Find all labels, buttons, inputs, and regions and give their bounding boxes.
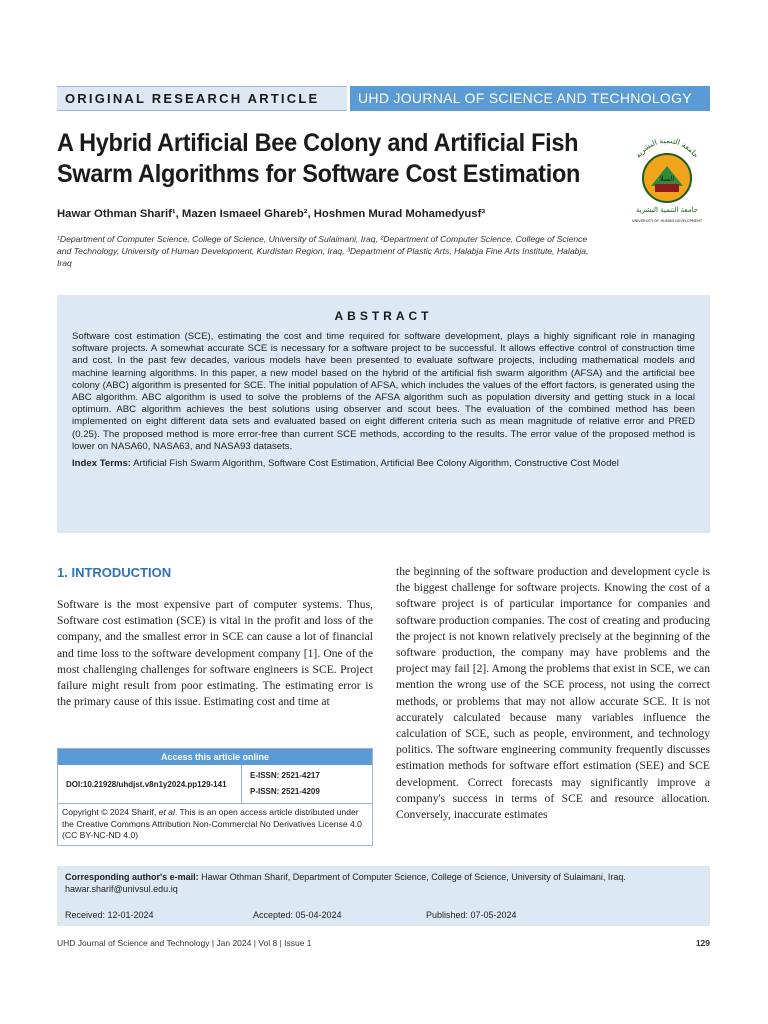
corresponding-author — [65, 871, 702, 895]
received-date: Received: 12-01-2024 — [65, 910, 154, 920]
copyright-notice — [58, 804, 372, 845]
page-number: 129 — [695, 938, 710, 948]
abstract-text: Software cost estimation (SCE), estimating the cost and time required for software development, plays a highly significant role in managing software projects. A somewhat accurate SCE is necessary for a software project to be successful. It allows effective control of construction time and cost. In the past few decades, various models have been presented to evaluate software projects, including mathematical models and machine learning algorithms. In this paper, a new model based on the hybrid of the artificial fish swarm algorithm (AFSA) and the artificial bee colony (ABC) algorithm is presented for SCE. The initial population of AFSA, which includes the values of the effort factors, is generated using the ABC algorithm. ABC algorithm is used to solve the problems of the AFSA algorithm such as population diversity and getting stuck in a local optimum. ABC algorithm achieves the best solutions using observer and scout bees. The evaluation of the combined method has been implemented on eight different data sets and evaluated based on eight different criteria such as mean magnitude of relative error and PRED (0.25). The proposed method is more error-free than current SCE methods, according to the results. The error value of the proposed method is lower on NASA60, NASA63, and NASA93 datasets. — [72, 331, 695, 452]
logo-arabic-bottom: جامعة التنمية البشرية — [635, 206, 699, 214]
article-type-label: ORIGINAL RESEARCH ARTICLE — [57, 86, 347, 111]
intro-left-column: Software is the most expensive part of computer systems. Thus, Software cost estimation (SCE) is vital in the profit and loss of the company, and the smallest error in SCE can cause a lot of financial and time loss to the software development company [1]. One of the most challenging challenges for software engineers is SCE. Project failure might result from poor estimating. The estimating error is the primary cause of this issue. Estimating cost and time at — [57, 598, 373, 709]
doi-link[interactable]: DOI:10.21928/uhdjst.v8n1y2024.pp129-141 — [58, 765, 242, 803]
copyright-post: . This is an open access article distributed under the Creative Commons Attribution Non-Commercial No Derivatives License 4.0 (CC BY-NC-ND 4.0) — [62, 807, 362, 840]
index-terms — [72, 458, 695, 470]
copyright-etal: et al — [158, 807, 175, 817]
logo-arabic-top: جامعة التنمية البشرية — [633, 135, 701, 160]
footer-journal-info: UHD Journal of Science and Technology | Jan 2024 | Vol 8 | Issue 1 — [57, 938, 312, 948]
pissn: P-ISSN: 2521-4209 — [250, 787, 320, 796]
article-banner — [57, 86, 710, 111]
access-online-box — [57, 748, 373, 846]
authors-line: Hawar Othman Sharif¹, Mazen Ismaeel Ghareb², Hoshmen Murad Mohamedyusf³ — [57, 208, 486, 220]
access-heading: Access this article online — [58, 749, 372, 765]
copyright-pre: Copyright © 2024 Sharif, — [62, 807, 159, 817]
issn-block — [242, 765, 372, 803]
corresponding-text: Hawar Othman Sharif, Department of Computer Science, College of Science, University of Sulaimani, Iraq. hawar.sharif@univsul.edu.iq — [65, 872, 626, 894]
published-date: Published: 07-05-2024 — [426, 910, 517, 920]
article-title: A Hybrid Artificial Bee Colony and Artificial Fish Swarm Algorithms for Software Cost Estimation — [57, 129, 581, 188]
abstract-heading: ABSTRACT — [334, 309, 433, 323]
access-identifiers-row — [58, 765, 372, 804]
dates-row — [65, 909, 702, 921]
abstract-box — [57, 295, 710, 533]
index-terms-label: Index Terms: — [72, 458, 132, 470]
section-heading-introduction: 1. INTRODUCTION — [57, 565, 172, 580]
accepted-date: Accepted: 05-04-2024 — [253, 910, 342, 920]
corresponding-label: Corresponding author's e-mail: — [65, 872, 199, 882]
index-terms-list: Artificial Fish Swarm Algorithm, Software Cost Estimation, Artificial Bee Colony Algorithm, Constructive Cost Model — [131, 458, 619, 470]
journal-name-label: UHD JOURNAL OF SCIENCE AND TECHNOLOGY — [350, 86, 710, 111]
university-logo — [624, 128, 710, 228]
logo-english-name: UNIVERSITY OF HUMAN DEVELOPMENT — [631, 219, 703, 223]
corresponding-author-box — [57, 866, 710, 926]
intro-right-column: the beginning of the software production and development cycle is the biggest challenge for software projects. Knowing the cost of a software project is of particular importance for companies and software production companies. The cost of creating and producing the project is not known relatively precisely at the beginning of the software production, the company may have problems and the project may fail [2]. Among the problems that exist in SCE, we can mention the wrong use of the SCE process, not using the correct methods, or problems that may not allow accurate SCE. It is not accurately calculated because many variables influence the calculation of SCE, such as people, environment, and technology politics. The software engineering community frequently discusses estimation methods for software effort estimation (SEE) and SCE development. Correct forecasts may significantly improve a company's success in terms of SCE and resource allocation. Conversely, inaccurate estimates — [396, 565, 710, 822]
logo-seal-text: السلا — [659, 175, 675, 183]
affiliations: ¹Department of Computer Science, College of Science, University of Sulaimani, Iraq, ²Department of Computer Science, College of Science and Technology, University of Human Development, Kurdistan Region, Iraq, ³Department of Plastic Arts, Halabja Fine Arts Institute, Halabja, Iraq — [57, 234, 589, 268]
page-footer — [57, 938, 710, 948]
eissn: E-ISSN: 2521-4217 — [250, 771, 320, 780]
